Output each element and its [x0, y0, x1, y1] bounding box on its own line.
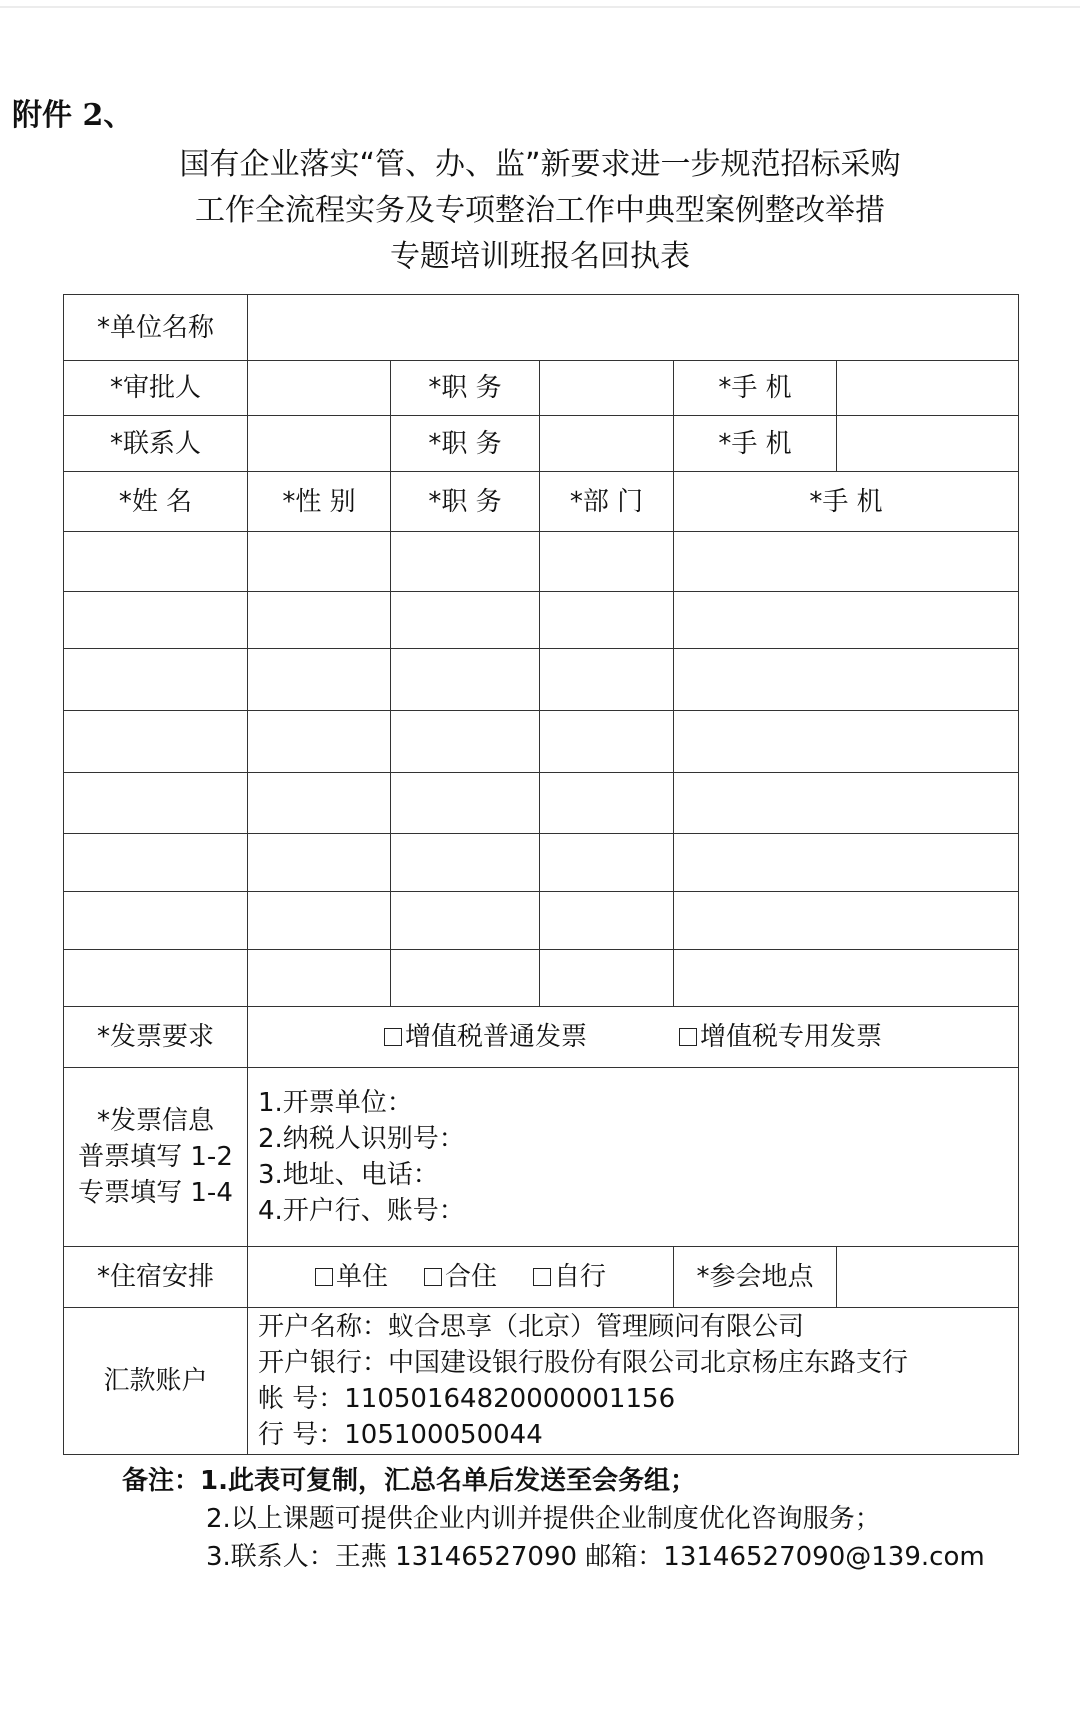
attendee-gender-cell[interactable] — [248, 649, 391, 711]
attendee-position-cell[interactable] — [391, 892, 540, 950]
attendee-gender-cell[interactable] — [248, 592, 391, 649]
attendee-mobile-cell[interactable] — [674, 950, 1019, 1007]
unit-name-label: *单位名称 — [64, 295, 248, 361]
title-line-3: 专题培训班报名回执表 — [390, 239, 690, 274]
attendee-mobile-cell[interactable] — [674, 892, 1019, 950]
accommodation-option-self-label: 自行 — [554, 1262, 607, 1292]
registration-form — [63, 294, 1019, 1455]
invoice-info-fields[interactable] — [248, 1068, 1019, 1247]
attendee-position-cell[interactable] — [391, 773, 540, 834]
accommodation-option-single-label: 单住 — [335, 1262, 388, 1292]
invoice-info-label-line: *发票信息 — [96, 1106, 214, 1136]
checkbox-icon — [315, 1268, 333, 1286]
contact-mobile-field[interactable] — [837, 416, 1019, 472]
unit-name-field[interactable] — [248, 295, 1019, 361]
attendee-gender-cell[interactable] — [248, 950, 391, 1007]
attendee-gender-cell[interactable] — [248, 834, 391, 892]
approver-label: *审批人 — [64, 361, 248, 416]
header-department: *部 门 — [540, 472, 674, 532]
attendee-gender-cell[interactable] — [248, 892, 391, 950]
approver-mobile-field[interactable] — [837, 361, 1019, 416]
remittance-account-number: 帐 号：11050164820000001156 — [258, 1384, 676, 1414]
invoice-option-special-label: 增值税专用发票 — [700, 1022, 883, 1052]
attendee-gender-cell[interactable] — [248, 532, 391, 592]
unit-row — [64, 295, 1019, 361]
attendee-name-cell[interactable] — [64, 892, 248, 950]
header-name: *姓 名 — [64, 472, 248, 532]
attendee-row — [64, 892, 1019, 950]
remittance-row — [64, 1308, 1019, 1455]
title-line-1: 国有企业落实“管、办、监”新要求进一步规范招标采购 — [179, 147, 901, 182]
attendee-department-cell[interactable] — [540, 892, 674, 950]
top-divider — [0, 6, 1080, 8]
attendee-name-cell[interactable] — [64, 592, 248, 649]
attendee-department-cell[interactable] — [540, 773, 674, 834]
accommodation-label: *住宿安排 — [64, 1247, 248, 1308]
remittance-label: 汇款账户 — [64, 1308, 248, 1455]
header-position: *职 务 — [391, 472, 540, 532]
attendee-mobile-cell[interactable] — [674, 711, 1019, 773]
approver-position-field[interactable] — [540, 361, 674, 416]
accommodation-option-single[interactable] — [315, 1261, 388, 1293]
contact-row — [64, 416, 1019, 472]
attendee-row — [64, 649, 1019, 711]
attendee-gender-cell[interactable] — [248, 711, 391, 773]
invoice-requirement-label: *发票要求 — [64, 1007, 248, 1068]
attendee-department-cell[interactable] — [540, 649, 674, 711]
accommodation-option-shared-label: 合住 — [444, 1262, 497, 1292]
attendee-mobile-cell[interactable] — [674, 649, 1019, 711]
title-line-2: 工作全流程实务及专项整治工作中典型案例整改举措 — [195, 193, 885, 228]
accommodation-row — [64, 1247, 1019, 1308]
attendee-position-cell[interactable] — [391, 950, 540, 1007]
invoice-info-label-line: 专票填写 1-4 — [78, 1178, 233, 1208]
remittance-account-name: 开户名称：蚁合思享（北京）管理顾问有限公司 — [258, 1312, 805, 1342]
invoice-options — [248, 1007, 1019, 1068]
contact-position-label: *职 务 — [391, 416, 540, 472]
note-line-1 — [122, 1462, 985, 1500]
attendee-mobile-cell[interactable] — [674, 532, 1019, 592]
attendee-mobile-cell[interactable] — [674, 834, 1019, 892]
attendee-department-cell[interactable] — [540, 711, 674, 773]
attendee-name-cell[interactable] — [64, 649, 248, 711]
attendee-name-cell[interactable] — [64, 711, 248, 773]
approver-field[interactable] — [248, 361, 391, 416]
contact-field[interactable] — [248, 416, 391, 472]
invoice-field-bank-account: 4.开户行、账号： — [258, 1196, 465, 1226]
accommodation-options — [248, 1247, 674, 1308]
attendee-name-cell[interactable] — [64, 773, 248, 834]
remittance-bank-code: 行 号：105100050044 — [258, 1420, 543, 1450]
attendee-position-cell[interactable] — [391, 592, 540, 649]
attendee-row — [64, 592, 1019, 649]
invoice-requirement-row — [64, 1007, 1019, 1068]
attendee-name-cell[interactable] — [64, 950, 248, 1007]
invoice-option-special[interactable] — [679, 1021, 882, 1053]
attendee-row — [64, 711, 1019, 773]
attendee-row — [64, 950, 1019, 1007]
attendee-position-cell[interactable] — [391, 711, 540, 773]
invoice-field-taxpayer-id: 2.纳税人识别号： — [258, 1124, 465, 1154]
invoice-info-row — [64, 1068, 1019, 1247]
checkbox-icon — [533, 1268, 551, 1286]
contact-position-field[interactable] — [540, 416, 674, 472]
attendee-header-row — [64, 472, 1019, 532]
venue-label: *参会地点 — [674, 1247, 837, 1308]
approver-position-label: *职 务 — [391, 361, 540, 416]
invoice-option-general[interactable] — [384, 1021, 587, 1053]
contact-label: *联系人 — [64, 416, 248, 472]
approver-row — [64, 361, 1019, 416]
checkbox-icon — [679, 1028, 697, 1046]
attendee-name-cell[interactable] — [64, 834, 248, 892]
remittance-details — [248, 1308, 1019, 1455]
checkbox-icon — [424, 1268, 442, 1286]
note-line-3: 3.联系人：王燕 13146527090 邮箱：13146527090@139.com — [206, 1542, 985, 1572]
attendee-mobile-cell[interactable] — [674, 592, 1019, 649]
contact-mobile-label: *手 机 — [674, 416, 837, 472]
attendee-position-cell[interactable] — [391, 532, 540, 592]
attendee-name-cell[interactable] — [64, 532, 248, 592]
attendee-department-cell[interactable] — [540, 834, 674, 892]
invoice-option-general-label: 增值税普通发票 — [405, 1022, 588, 1052]
attendee-row — [64, 773, 1019, 834]
venue-field[interactable] — [837, 1247, 1019, 1308]
attendee-position-cell[interactable] — [391, 834, 540, 892]
attendee-department-cell[interactable] — [540, 950, 674, 1007]
notes — [122, 1462, 985, 1576]
remittance-bank: 开户银行：中国建设银行股份有限公司北京杨庄东路支行 — [258, 1348, 909, 1378]
note-line-2: 2.以上课题可提供企业内训并提供企业制度优化咨询服务； — [206, 1504, 881, 1534]
note-1-text: 1.此表可复制，汇总名单后发送至会务组； — [200, 1466, 696, 1496]
approver-mobile-label: *手 机 — [674, 361, 837, 416]
attendee-mobile-cell[interactable] — [674, 773, 1019, 834]
accommodation-option-self[interactable] — [533, 1261, 606, 1293]
attendee-position-cell[interactable] — [391, 649, 540, 711]
header-mobile: *手 机 — [674, 472, 1019, 532]
header-gender: *性 别 — [248, 472, 391, 532]
invoice-field-address-phone: 3.地址、电话： — [258, 1160, 439, 1190]
attendee-row — [64, 834, 1019, 892]
invoice-info-label-line: 普票填写 1-2 — [78, 1142, 233, 1172]
attendee-gender-cell[interactable] — [248, 773, 391, 834]
notes-prefix: 备注： — [122, 1466, 201, 1496]
attendee-department-cell[interactable] — [540, 532, 674, 592]
attachment-label: 附件 2、 — [12, 98, 134, 133]
checkbox-icon — [384, 1028, 402, 1046]
accommodation-option-shared[interactable] — [424, 1261, 497, 1293]
invoice-info-label — [64, 1068, 248, 1247]
attendee-department-cell[interactable] — [540, 592, 674, 649]
invoice-field-issuer: 1.开票单位： — [258, 1088, 413, 1118]
attendee-row — [64, 532, 1019, 592]
